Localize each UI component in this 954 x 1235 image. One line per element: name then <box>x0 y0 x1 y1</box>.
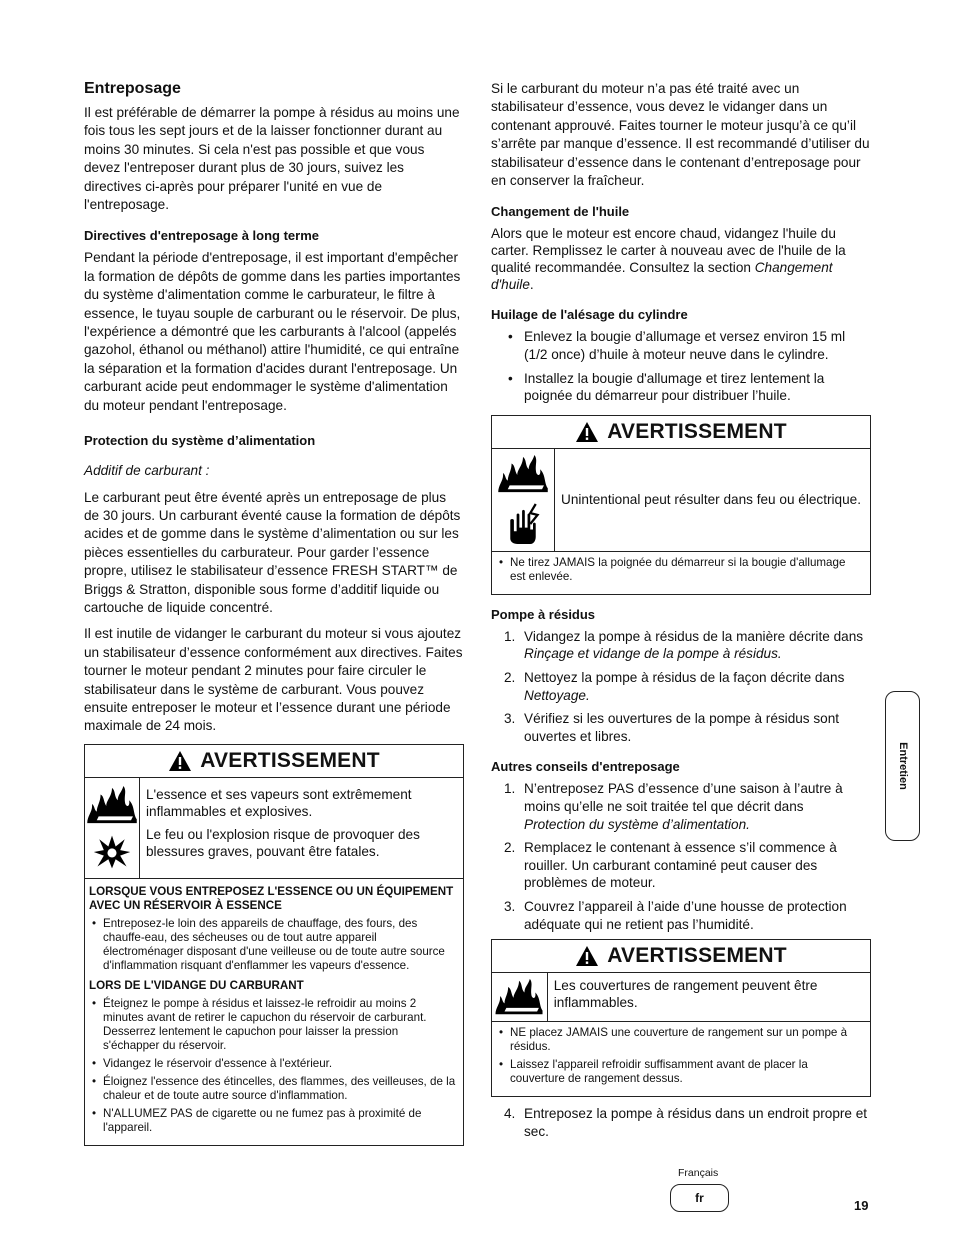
item-number: 3. <box>504 711 516 727</box>
pump-list <box>491 628 871 746</box>
warning-triangle-icon <box>575 945 599 967</box>
warning-body <box>85 778 463 879</box>
warning-icons <box>85 778 140 878</box>
list-item: • Entreposez-le loin des appareils de chauffage, des fours, des chauffe-eau, des sécheuses ou de tout autre appareil électroménager disposant d'une veilleuse ou de toute autre source d'inflammation risquant d'enflammer les vapeurs d'essence. <box>89 917 457 973</box>
language-label: Français <box>678 1167 719 1179</box>
list-item: • Ne tirez JAMAIS la poignée du démarreur si la bougie d'allumage est enlevée. <box>496 556 864 584</box>
list-item <box>491 839 871 892</box>
electric-shock-icon <box>503 502 543 546</box>
list-item: • Vidangez le réservoir d'essence à l'extérieur. <box>89 1057 457 1071</box>
item-reference: Nettoyage. <box>524 687 590 703</box>
item-reference: Protection du système d’alimentation. <box>524 816 750 832</box>
list-item: • Laissez l'appareil refroidir suffisamment avant de placer la couverture de rangement dessus. <box>496 1058 864 1086</box>
pump-heading: Pompe à résidus <box>491 606 596 622</box>
warning-text: Les couvertures de rangement peuvent être inflammables. <box>553 978 818 1011</box>
cylinder-heading: Huilage de l'alésage du cylindre <box>491 307 688 323</box>
warning-list <box>85 879 463 1145</box>
fire-icon <box>496 454 550 494</box>
warning-triangle-icon <box>575 421 599 443</box>
list-item <box>491 710 871 745</box>
list-item: • Enlevez la bougie d’allumage et versez environ 15 ml (1/2 once) d’huile à moteur neuve dans le cylindre. <box>491 328 871 363</box>
left-column <box>84 80 464 1146</box>
additive-label: Additif de carburant : <box>84 463 210 479</box>
warning-title: AVERTISSEMENT <box>607 419 787 443</box>
section-heading-storage: Entreposage <box>84 80 181 97</box>
section-tab-label: Entretien <box>896 742 909 790</box>
oil-change-text: Alors que le moteur est encore chaud, vidangez l'huile du carter. Remplissez le carter à nouveau avec de l'huile de la qualité recommandée. Consultez la section Changement d'huile. <box>491 226 846 293</box>
additive-text: Le carburant peut être éventé après un entreposage de plus de 30 jours. Un carburant éventé cause la formation de dépôts acides et de gomme dans le système d’alimentation ou sur les pièces essentielles du carburateur. Pour garder l’essence propre, utilisez le stabilisateur d’essence FRESH START™ de Briggs & Stratton, disponible sous forme d’additif liquide ou cartouche de liquide concentré. <box>84 489 461 615</box>
stabilizer-text: Si le carburant du moteur n’a pas été traité avec un stabilisateur d’essence, vous devez le vidanger dans un contenant approuvé. Faites tourner le moteur jusqu’à ce qu’il s’arrête par manque d’essence. Il est recommandé d’utiliser du stabilisateur d’essence dans le contenant d’entreposage pour en conserver la fraîcheur. <box>491 81 870 189</box>
warning-header <box>85 745 463 778</box>
list-item: • Éloignez l'essence des étincelles, des flammes, des veilleuses, de la chaleur et de toute autre source d'inflammation. <box>89 1075 457 1103</box>
warning-icons <box>492 449 555 551</box>
page-number: 19 <box>854 1198 869 1213</box>
warning-title: AVERTISSEMENT <box>607 944 787 968</box>
item-text: Nettoyez la pompe à résidus de la façon décrite dans <box>524 670 845 685</box>
list-item <box>491 898 871 933</box>
list-item: • NE placez JAMAIS une couverture de rangement sur un pompe à résidus. <box>496 1026 864 1054</box>
final-list <box>491 1105 871 1140</box>
list-item <box>491 628 871 663</box>
warning-list <box>492 1022 870 1096</box>
warning-body <box>492 973 870 1022</box>
warning-title: AVERTISSEMENT <box>200 748 380 772</box>
language-code-badge: fr <box>670 1184 729 1212</box>
cylinder-list <box>491 328 871 404</box>
starter-warning-box <box>491 415 871 595</box>
right-column <box>491 80 871 1146</box>
item-number: 1. <box>504 628 516 644</box>
item-text: Vidangez la pompe à résidus de la manière décrite dans <box>524 628 864 644</box>
other-tips-list <box>491 780 871 933</box>
warning-subheading-1: LORSQUE VOUS ENTREPOSEZ L'ESSENCE OU UN ÉQUIPEMENT AVEC UN RÉSERVOIR À ESSENCE <box>89 884 454 912</box>
item-number: 2. <box>504 840 516 856</box>
other-tips-heading: Autres conseils d'entreposage <box>491 759 680 775</box>
warning-header <box>492 416 870 449</box>
warning-text: Unintentional peut résulter dans feu ou électrique. <box>561 492 862 508</box>
warning-text-2: Le feu ou l'explosion risque de provoquer des blessures graves, pouvant être fatales. <box>146 826 420 859</box>
item-text: Remplacez le contenant à essence s’il commence à rouiller. Un carburant contaminé peut causer des problèmes de moteur. <box>524 840 837 891</box>
item-text: N’entreposez PAS d’essence d’une saison à l’autre à moins qu’elle ne soit traitée tel que décrit dans <box>524 781 843 814</box>
list-item: • N'ALLUMEZ PAS de cigarette ou ne fumez pas à proximité de l'appareil. <box>89 1107 457 1135</box>
cover-warning-box <box>491 939 871 1097</box>
oil-change-body: Alors que le moteur est encore chaud, vidangez l'huile du carter. Remplissez le carter à nouveau avec de l'huile de la qualité recommandée. Consultez la section <box>491 226 846 276</box>
section-tab[interactable] <box>885 691 920 841</box>
fuel-warning-box <box>84 744 464 1146</box>
fire-icon <box>85 785 139 825</box>
item-text: Vérifiez si les ouvertures de la pompe à résidus sont ouvertes et libres. <box>524 711 840 744</box>
storage-intro: Il est préférable de démarrer la pompe à résidus au moins une fois tous les sept jours et de la laisser fonctionner durant au moins 30 minutes. Si cela n'est pas possible et que vous devez l'entreposer durant plus de 30 jours, suivez les directives ci-après pour préparer l'unité en vue de l'entreposage. <box>84 105 460 213</box>
warning-list <box>492 552 870 594</box>
item-number: 2. <box>504 670 516 685</box>
item-number: 3. <box>504 898 516 914</box>
fire-icon <box>492 978 546 1016</box>
warning-text <box>140 778 463 878</box>
item-reference: Rinçage et vidange de la pompe à résidus. <box>524 646 782 662</box>
list-item <box>491 780 871 833</box>
warning-text-1: L'essence et ses vapeurs sont extrêmement inflammables et explosives. <box>146 786 412 819</box>
warning-triangle-icon <box>168 750 192 772</box>
oil-change-link: Changement d'huile <box>491 260 833 293</box>
item-text: Entreposez la pompe à résidus dans un endroit propre et sec. <box>524 1106 868 1139</box>
long-term-heading: Directives d'entreposage à long terme <box>84 228 320 244</box>
warning-body <box>492 449 870 552</box>
no-drain-text: Il est inutile de vidanger le carburant du moteur si vous ajoutez un stabilisateur d’essence conformément aux directives. Faites tourner le moteur pendant 2 minutes pour faire circuler le stabilisateur dans le système de carburant. Vous pouvez ensuite entreposer le moteur et l’essence durant une période maximale de 24 mois. <box>84 626 463 734</box>
item-text: Couvrez l’appareil à l’aide d’une housse de protection adéquate qui ne retient pas l’humidité. <box>524 898 847 932</box>
warning-icons <box>492 973 548 1021</box>
list-item <box>491 1105 871 1140</box>
long-term-text: Pendant la période d'entreposage, il est important d'empêcher la formation de dépôts de gomme dans les parties importantes du système d'alimentation comme le carburateur, le filtre à essence, le tuyau souple de carburant ou le réservoir. De plus, l'expérience a démontré que les carburants à l'alcool (appelés gazohol, éthanol ou méthanol) attire l'humidité, ce qui entraîne la séparation et la formation d'acides durant l'entreposage. Un carburant acide peut endommager le système d'alimentation du moteur pendant l'entreposage. <box>84 250 461 413</box>
item-number: 1. <box>504 781 516 797</box>
list-item <box>491 669 871 704</box>
warning-subheading-2: LORS DE L'VIDANGE DU CARBURANT <box>89 978 304 992</box>
oil-change-heading: Changement de l'huile <box>491 204 630 220</box>
fuel-protection-heading: Protection du système d’alimentation <box>84 433 316 449</box>
list-item: • Installez la bougie d'allumage et tirez lentement la poignée du démarreur pour distribuer l’huile. <box>491 370 871 405</box>
list-item: • Éteignez le pompe à résidus et laissez-le refroidir au moins 2 minutes avant de retirer le capuchon du réservoir de carburant. Desserrez lentement le capuchon pour laisser la pression s'échapper du réservoir. <box>89 997 457 1053</box>
warning-header <box>492 940 870 973</box>
explosion-icon <box>92 833 132 871</box>
item-number: 4. <box>504 1106 516 1122</box>
